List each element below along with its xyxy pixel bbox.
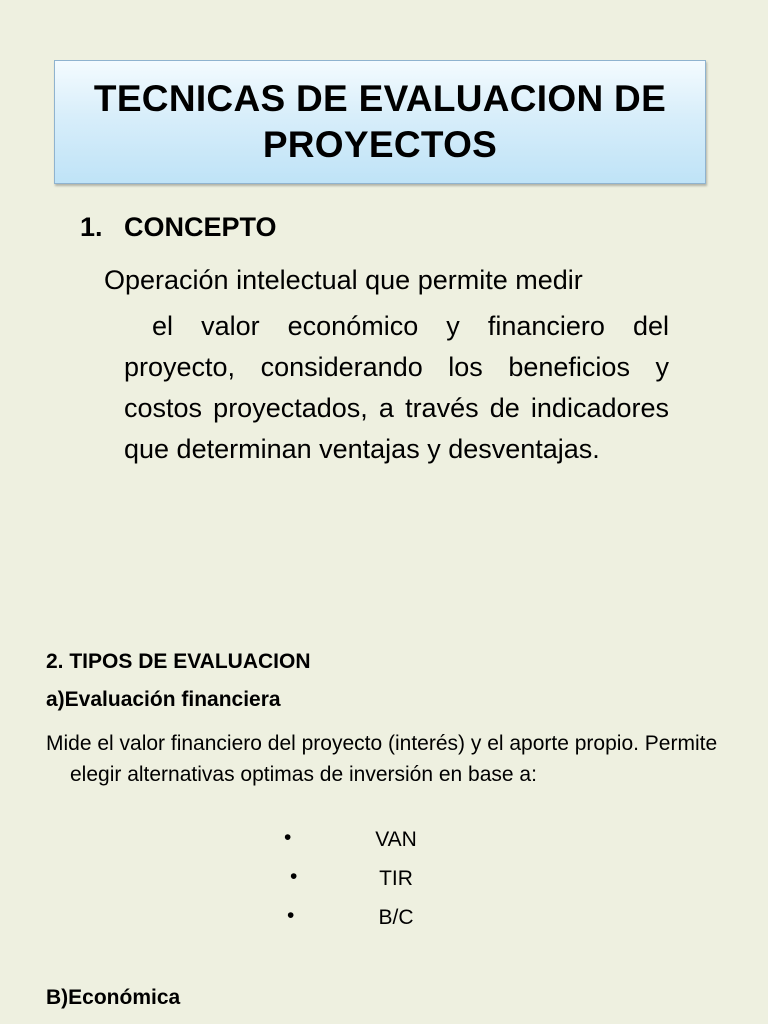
bullet-icon: • — [287, 904, 295, 927]
bullet-icon: • — [284, 826, 292, 849]
concept-first-line: Operación intelectual que permite medir — [104, 265, 583, 295]
concept-heading — [80, 212, 277, 243]
concept-heading-text: CONCEPTO — [124, 212, 277, 242]
list-item-label: B/C — [378, 906, 414, 929]
list-item — [0, 906, 768, 945]
list-item — [0, 828, 768, 867]
economic-evaluation-heading: B)Económica — [46, 986, 181, 1009]
concept-body: el valor económico y financiero del proyecto, considerando los beneficios y costos proyectados, a través de indicadores que determinan ventajas y desventajas. — [124, 311, 669, 464]
concept-number: 1. — [80, 212, 103, 242]
financial-evaluation-body: Mide el valor financiero del proyecto (interés) y el aporte propio. Permite elegir alternativas optimas de inversión en base a: — [46, 732, 718, 786]
page-title: TECNICAS DE EVALUACION DE PROYECTOS — [93, 78, 667, 165]
list-item — [0, 867, 768, 906]
list-item-label: TIR — [379, 867, 413, 890]
types-heading: 2. TIPOS DE EVALUACION — [46, 650, 311, 673]
indicator-list — [0, 828, 768, 945]
bullet-icon: • — [290, 865, 298, 888]
title-box — [54, 60, 706, 184]
list-item-label: VAN — [375, 828, 417, 851]
financial-evaluation-heading: a)Evaluación financiera — [46, 688, 281, 711]
